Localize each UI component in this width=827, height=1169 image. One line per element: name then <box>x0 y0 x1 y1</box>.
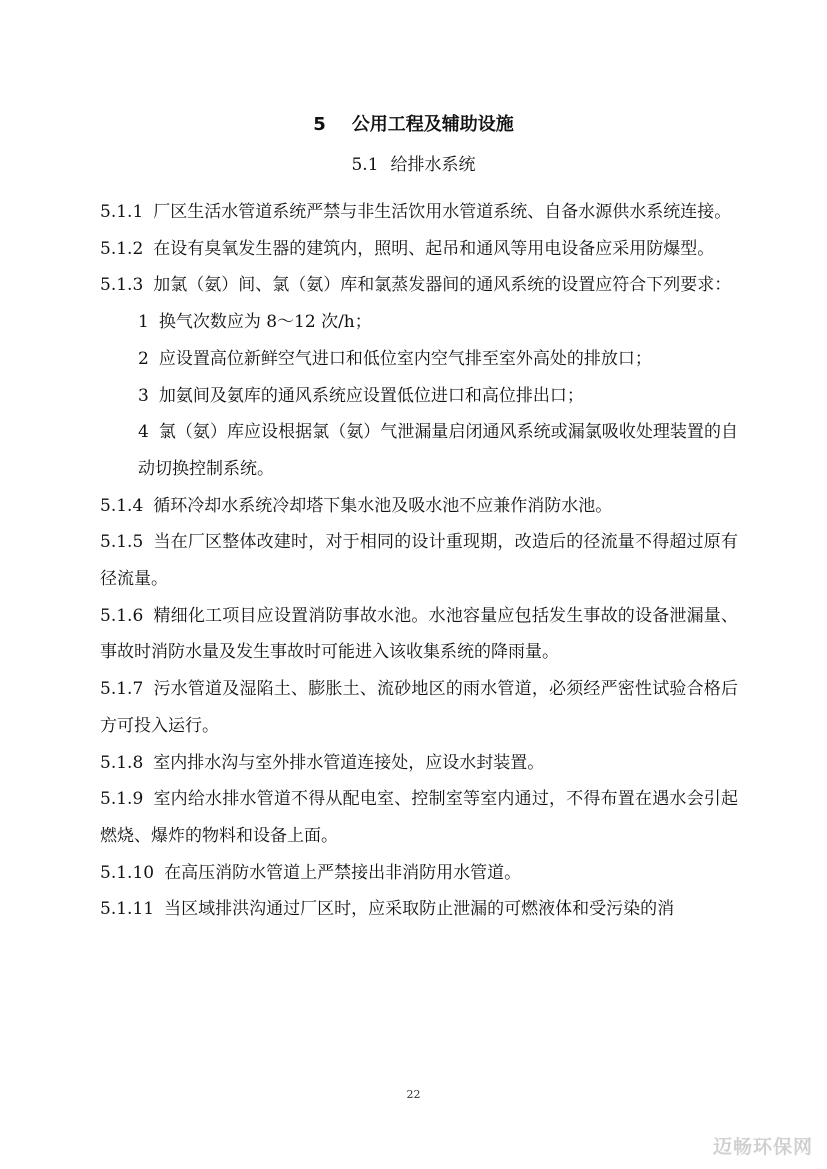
clause-text: 精细化工项目应设置消防事故水池。水池容量应包括发生事故的设备泄漏量、事故时消防水量及发生事故时可能进入该收集系统的降雨量。 <box>100 605 738 663</box>
clause-paragraph <box>100 231 738 268</box>
clause-number: 5.1.8 <box>100 752 144 773</box>
list-item <box>100 304 738 341</box>
clause-number: 5.1.2 <box>100 238 144 259</box>
page-number: 22 <box>406 1088 421 1101</box>
clause-number: 5.1.1 <box>100 202 144 222</box>
clause-paragraph <box>100 488 738 525</box>
clause-text: 污水管道及湿陷土、膨胀土、流砂地区的雨水管道，必须经严密性试验合格后方可投入运行。 <box>100 679 738 736</box>
section-heading <box>0 150 827 175</box>
list-item <box>100 414 738 487</box>
clause-number: 5.1.10 <box>100 862 155 883</box>
clause-number: 1 <box>138 312 149 333</box>
clause-paragraph <box>100 781 738 854</box>
clause-text: 在高压消防水管道上严禁接出非消防用水管道。 <box>164 862 522 883</box>
list-item <box>100 378 738 415</box>
clause-number: 5.1.11 <box>100 899 155 920</box>
clause-number: 4 <box>138 422 149 443</box>
clause-paragraph <box>100 598 738 671</box>
list-item <box>100 341 738 378</box>
clause-text: 当在厂区整体改建时，对于相同的设计重现期，改造后的径流量不得超过原有径流量。 <box>100 532 738 590</box>
clause-text: 厂区生活水管道系统严禁与非生活饮用水管道系统、自备水源供水系统连接。 <box>153 202 732 222</box>
clause-text: 加氨间及氨库的通风系统应设置低位进口和高位排出口； <box>158 385 584 406</box>
clause-number: 5.1.6 <box>100 605 144 626</box>
clause-paragraph <box>100 891 738 928</box>
clause-paragraph <box>100 745 738 782</box>
clause-text: 换气次数应为 8～12 次/h； <box>158 312 372 333</box>
clause-paragraph <box>100 524 738 597</box>
clause-text: 氯（氨）库应设根据氯（氨）气泄漏量启闭通风系统或漏氯吸收处理装置的自动切换控制系统。 <box>138 422 738 479</box>
clause-paragraph <box>100 194 738 231</box>
clause-paragraph <box>100 267 738 304</box>
chapter-heading <box>0 110 827 136</box>
clause-text: 循环冷却水系统冷却塔下集水池及吸水池不应兼作消防水池。 <box>153 495 613 516</box>
clause-text: 在设有臭氧发生器的建筑内，照明、起吊和通风等用电设备应采用防爆型。 <box>153 238 715 259</box>
clause-number: 5.1.7 <box>100 679 144 700</box>
clause-paragraph <box>100 671 738 744</box>
clause-number: 2 <box>138 348 149 369</box>
chapter-title: 公用工程及辅助设施 <box>351 114 514 135</box>
section-title: 给排水系统 <box>390 155 476 175</box>
clause-text: 室内排水沟与室外排水管道连接处，应设水封装置。 <box>153 752 545 773</box>
clause-text: 应设置高位新鲜空气进口和低位室内空气排至室外高处的排放口； <box>158 348 652 369</box>
clause-text: 室内给水排水管道不得从配电室、控制室等室内通过，不得布置在遇水会引起燃烧、爆炸的物料和设备上面。 <box>100 789 738 846</box>
chapter-number: 5 <box>313 114 326 135</box>
clause-number: 5.1.3 <box>100 275 144 296</box>
clause-number: 5.1.4 <box>100 495 144 516</box>
clause-paragraph <box>100 855 738 892</box>
clause-text: 当区域排洪沟通过厂区时，应采取防止泄漏的可燃液体和受污染的消 <box>164 899 675 920</box>
clause-number: 5.1.9 <box>100 789 144 810</box>
clause-text: 加氯（氨）间、氯（氨）库和氯蒸发器间的通风系统的设置应符合下列要求： <box>153 275 732 296</box>
watermark-logo: 迈畅环保网 <box>712 1136 813 1158</box>
clause-number: 3 <box>138 385 149 406</box>
section-number: 5.1 <box>351 155 379 175</box>
clause-number: 5.1.5 <box>100 532 144 553</box>
clause-list <box>100 194 738 928</box>
